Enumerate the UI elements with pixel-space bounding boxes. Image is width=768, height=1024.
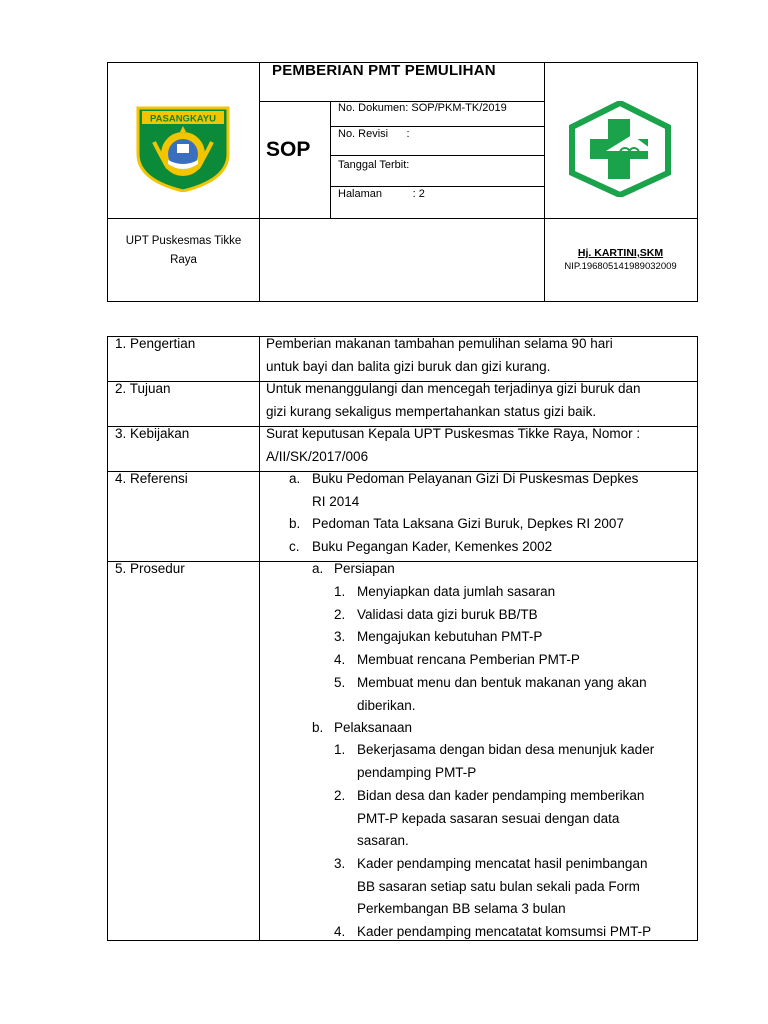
row-label-referensi: 4. Referensi bbox=[115, 471, 188, 486]
pengertian-text bbox=[266, 333, 696, 378]
tanggal-terbit: Tanggal Terbit: bbox=[338, 159, 410, 171]
list-item bbox=[312, 468, 638, 513]
text-line: pendamping PMT-P bbox=[357, 764, 477, 780]
text-line: Untuk menanggulangi dan mencegah terjadinya gizi buruk dan bbox=[266, 381, 641, 396]
section-label: Pelaksanaan bbox=[334, 720, 413, 735]
text-line: Validasi data gizi buruk BB/TB bbox=[357, 607, 538, 622]
text-line: Pedoman Tata Laksana Gizi Buruk, Depkes RI 2007 bbox=[312, 516, 624, 531]
halaman: Halaman : 2 bbox=[338, 188, 425, 200]
unit-name bbox=[110, 232, 257, 270]
list-item bbox=[357, 853, 647, 921]
list-marker: 2. bbox=[334, 788, 346, 803]
text-line: A/II/SK/2017/006 bbox=[266, 448, 369, 464]
text-line: Membuat menu dan bentuk makanan yang akan bbox=[357, 675, 647, 690]
unit-line-1: UPT Puskesmas Tikke bbox=[125, 235, 242, 247]
kebijakan-text bbox=[266, 423, 696, 468]
pasangkayu-shield-logo bbox=[132, 102, 234, 192]
text-line: Kader pendamping mencatat hasil penimbangan bbox=[357, 856, 648, 871]
no-revisi: No. Revisi : bbox=[338, 128, 410, 140]
sop-label: SOP bbox=[266, 138, 311, 161]
text-line: diberikan. bbox=[357, 697, 416, 713]
list-item bbox=[357, 581, 555, 604]
list-item bbox=[312, 513, 624, 536]
list-marker: 4. bbox=[334, 924, 346, 939]
list-item bbox=[357, 921, 651, 944]
text-line: BB sasaran setiap satu bulan sekali pada Form bbox=[357, 878, 640, 894]
text-line: RI 2014 bbox=[312, 493, 360, 509]
signer-nip: NIP.196805141989032009 bbox=[564, 261, 677, 272]
list-item bbox=[357, 649, 580, 672]
text-line: Menyiapkan data jumlah sasaran bbox=[357, 584, 556, 599]
list-item bbox=[357, 785, 644, 853]
text-line: Bekerjasama dengan bidan desa menunjuk kader bbox=[357, 742, 655, 757]
text-line: untuk bayi dan balita gizi buruk dan gizi kurang. bbox=[266, 358, 551, 374]
list-marker: 4. bbox=[334, 652, 346, 667]
text-line: Pemberian makanan tambahan pemulihan selama 90 hari bbox=[266, 336, 613, 351]
text-line: Kader pendamping mencatatat komsumsi PMT-P bbox=[357, 924, 652, 939]
text-line: Perkembangan BB selama 3 bulan bbox=[357, 901, 566, 916]
list-item bbox=[357, 739, 654, 784]
list-marker: 3. bbox=[334, 629, 346, 644]
row-label-tujuan: 2. Tujuan bbox=[115, 381, 171, 396]
list-marker: a. bbox=[312, 561, 324, 576]
section-label: Persiapan bbox=[334, 561, 395, 576]
text-line: Buku Pedoman Pelayanan Gizi Di Puskesmas Depkes bbox=[312, 471, 639, 486]
list-marker: b. bbox=[312, 720, 324, 735]
no-dokumen: No. Dokumen: SOP/PKM-TK/2019 bbox=[338, 102, 507, 114]
text-line: Bidan desa dan kader pendamping memberikan bbox=[357, 788, 645, 803]
logo-text: PASANGKAYU bbox=[150, 113, 216, 125]
list-item bbox=[357, 672, 647, 717]
text-line: PMT-P kepada sasaran sesuai dengan data bbox=[357, 810, 620, 826]
list-marker: b. bbox=[289, 516, 301, 531]
list-marker: 3. bbox=[334, 856, 346, 871]
text-line: Mengajukan kebutuhan PMT-P bbox=[357, 629, 543, 644]
text-line: sasaran. bbox=[357, 833, 409, 848]
signer-name: Hj. KARTINI,SKM bbox=[577, 247, 664, 259]
puskesmas-cross-logo bbox=[568, 101, 672, 197]
text-line: Membuat rencana Pemberian PMT-P bbox=[357, 652, 580, 667]
text-line: gizi kurang sekaligus mempertahankan status gizi baik. bbox=[266, 403, 597, 419]
document-title: PEMBERIAN PMT PEMULIHAN bbox=[272, 62, 496, 79]
list-marker: 1. bbox=[334, 584, 346, 599]
row-label-pengertian: 1. Pengertian bbox=[115, 336, 196, 351]
text-line: Buku Pegangan Kader, Kemenkes 2002 bbox=[312, 539, 553, 554]
list-marker: 2. bbox=[334, 607, 346, 622]
list-item bbox=[357, 626, 542, 649]
row-label-prosedur: 5. Prosedur bbox=[115, 561, 185, 576]
tujuan-text bbox=[266, 378, 696, 423]
unit-line-2: Raya bbox=[170, 254, 197, 266]
row-label-kebijakan: 3. Kebijakan bbox=[115, 426, 190, 441]
text-line: Surat keputusan Kepala UPT Puskesmas Tikke Raya, Nomor : bbox=[266, 426, 641, 441]
list-item bbox=[357, 604, 538, 627]
list-marker: 5. bbox=[334, 675, 346, 690]
list-marker: c. bbox=[289, 539, 300, 554]
list-marker: 1. bbox=[334, 742, 346, 757]
list-marker: a. bbox=[289, 471, 301, 486]
list-item bbox=[312, 536, 552, 559]
